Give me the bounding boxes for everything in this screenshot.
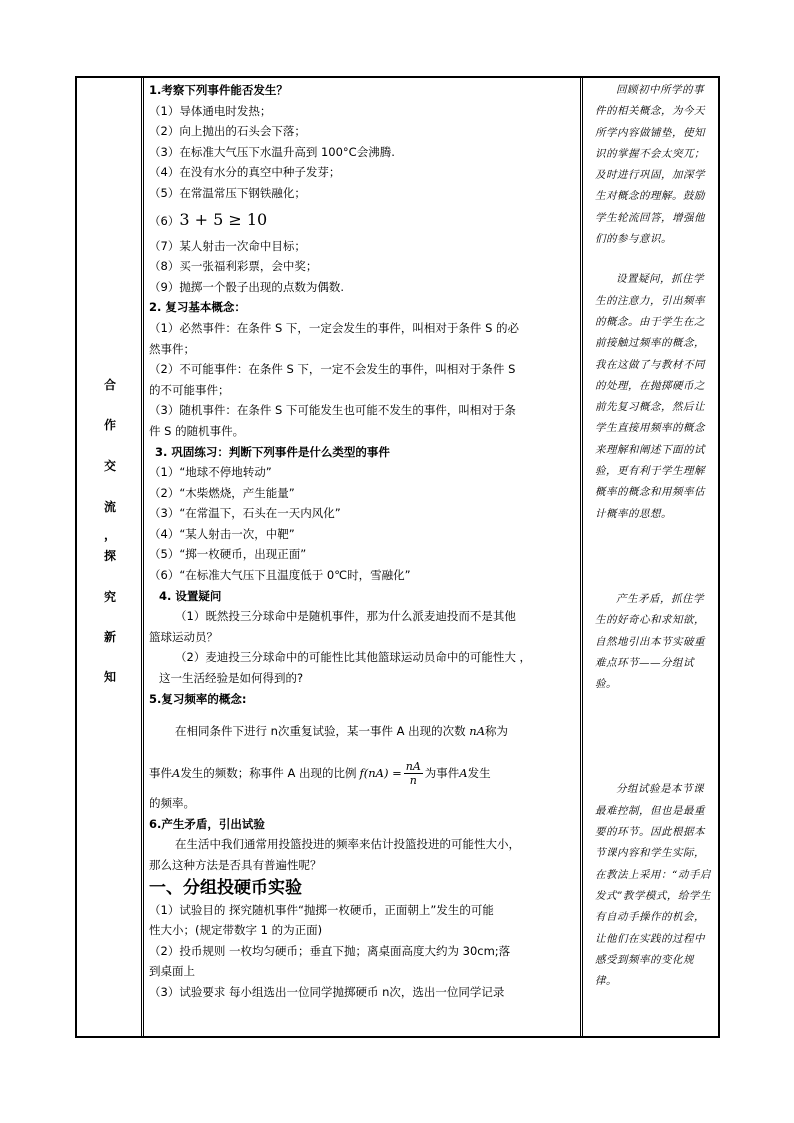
- text-line: 篮球运动员？: [149, 629, 218, 644]
- design-note: 回顾初中所学的事件的相关概念，为今天所学内容做铺垫，使知识的掌握不会太突兀；及时进行巩固，加深学生对概念的理解。鼓励学生轮流回答，增强他们的参与意识。: [595, 84, 705, 246]
- stage-char: 新: [103, 630, 116, 644]
- text-line: 件 S 的随机事件。: [149, 423, 245, 438]
- variable-A: A: [172, 766, 181, 781]
- list-item: （7）某人射击一次命中目标；: [149, 238, 306, 253]
- stage-char: 作: [103, 418, 116, 432]
- text-line: 在生活中我们通常用投篮投进的频率来估计投篮投进的可能性大小，: [175, 837, 520, 852]
- teaching-content: [149, 80, 581, 1003]
- text-span: 事件: [149, 766, 172, 781]
- section-heading: 4. 设置疑问: [159, 588, 222, 603]
- text-line: 这一生活经验是如何得到的?: [159, 671, 304, 686]
- list-item: （8）买一张福利彩票，会中奖；: [149, 259, 318, 274]
- stage-char: 交: [103, 459, 116, 473]
- formula-lhs: f(nA) =: [359, 766, 402, 781]
- fraction-denominator: n: [409, 773, 417, 787]
- stage-char: 合: [103, 378, 116, 392]
- design-note: 设置疑问，抓住学生的注意力，引出频率的概念。由于学生在之前接触过频率的概念，我在这做了与教材不同的处理，在抛掷硬币之前先复习概念，然后让学生直接用频率的概念来理解和阐述下面的试验，更有利于学生理解概率的概念和用频率估计概率的思想。: [595, 273, 705, 520]
- stage-char: 知: [103, 670, 116, 684]
- text-span: 发生: [467, 766, 491, 781]
- text-span: 发生的频数；称事件 A 出现的比例: [180, 766, 357, 781]
- section-heading: 1.考察下列事件能否发生？: [149, 83, 288, 97]
- list-item-math: [149, 204, 581, 236]
- section-heading: 2. 复习基本概念：: [149, 300, 246, 315]
- list-item: （3）“在常温下，石头在一天内风化”: [149, 506, 341, 521]
- text-span: 称为: [485, 724, 508, 739]
- text-line: （2）投币规则 一枚均匀硬币；垂直下抛；离桌面高度大约为 30cm;落: [149, 943, 511, 958]
- text-line: 的不可能事件；: [149, 382, 230, 397]
- list-item: （3）在标准大气压下水温升高到 100°C会沸腾.: [149, 144, 395, 159]
- section-heading: 5.复习频率的概念:: [149, 691, 247, 706]
- section-heading: 6.产生矛盾，引出试验: [149, 816, 265, 831]
- list-item: （4）在没有水分的真空中种子发芽；: [149, 165, 341, 180]
- list-item: （1）导体通电时发热；: [149, 103, 272, 118]
- text-line: （3）试验要求 每小组选出一位同学抛掷硬币 n次，选出一位同学记录: [149, 984, 505, 999]
- stage-char: ，: [103, 528, 116, 542]
- variable-nA: nA: [469, 724, 485, 739]
- text-line: （1）既然投三分球命中是随机事件，那为什么派麦迪投而不是其他: [175, 609, 516, 624]
- text-line: （2）不可能事件：在条件 S 下，一定不会发生的事件，叫相对于条件 S: [149, 362, 516, 377]
- stage-label-column: [77, 78, 143, 1036]
- text-line: （2）麦迪投三分球命中的可能性比其他篮球运动员命中的可能性大 ，: [175, 650, 531, 665]
- text-line: 性大小；(规定带数字 1 的为正面): [149, 923, 323, 938]
- fraction-numerator: nA: [405, 759, 421, 773]
- text-line: 到桌面上: [149, 964, 195, 979]
- list-item: （6）“在标准大气压下且温度低于 0℃时，雪融化”: [149, 568, 411, 583]
- frequency-formula-line: [149, 753, 581, 793]
- list-item: （1）“地球不停地转动”: [149, 465, 272, 480]
- list-item: （2）“木柴燃烧，产生能量”: [149, 485, 295, 500]
- section-heading-large: 一、分组投硬币实验: [149, 877, 302, 898]
- stage-char: 流: [103, 500, 116, 514]
- design-note: 分组试验是本节课最难控制，但也是最重要的环节。因此根据本节课内容和学生实际，在教法上采用：“动手启发式”教学模式，给学生有自动手操作的机会，让他们在实践的过程中感受到频率的变化规律。: [595, 783, 711, 988]
- text-line: （1）试验目的 探究随机事件“抛掷一枚硬币，正面朝上”发生的可能: [149, 902, 494, 917]
- text-line: 那么这种方法是否具有普遍性呢？: [149, 858, 322, 872]
- list-item: （2）向上抛出的石头会下落；: [149, 124, 306, 139]
- text-line: 然事件；: [149, 341, 195, 356]
- section-heading: 3. 巩固练习：判断下列事件是什么类型的事件: [155, 444, 390, 459]
- text-span: 在相同条件下进行 n次重复试验，某一事件 A 出现的次数: [175, 724, 466, 739]
- design-intent-column: [595, 80, 713, 992]
- frequency-definition-line: [149, 715, 581, 747]
- list-item: （9）抛掷一个骰子出现的点数为偶数.: [149, 279, 344, 294]
- design-note: 产生矛盾，抓住学生的好奇心和求知欲，自然地引出本节实破重难点环节——分组试验。: [595, 592, 705, 691]
- fraction: [404, 760, 423, 787]
- lesson-plan-table: [75, 76, 720, 1038]
- list-item: （4）“某人射击一次，中靶”: [149, 526, 295, 541]
- text-line: （3）随机事件：在条件 S 下可能发生也可能不发生的事件，叫相对于条: [149, 403, 516, 418]
- list-item: （5）在常温常压下钢铁融化；: [149, 185, 306, 200]
- variable-A: A: [459, 766, 468, 781]
- inequality-expression: 3 + 5 ≥ 10: [179, 209, 268, 229]
- stage-char: 探: [103, 549, 116, 563]
- stage-char: 究: [103, 590, 116, 604]
- list-item-label: （6）: [149, 213, 180, 228]
- text-span: 为事件: [424, 766, 460, 781]
- text-line: （1）必然事件：在条件 S 下，一定会发生的事件，叫相对于条件 S 的必: [149, 320, 520, 335]
- text-line: 的频率。: [149, 796, 195, 811]
- list-item: （5）“掷一枚硬币，出现正面”: [149, 547, 307, 562]
